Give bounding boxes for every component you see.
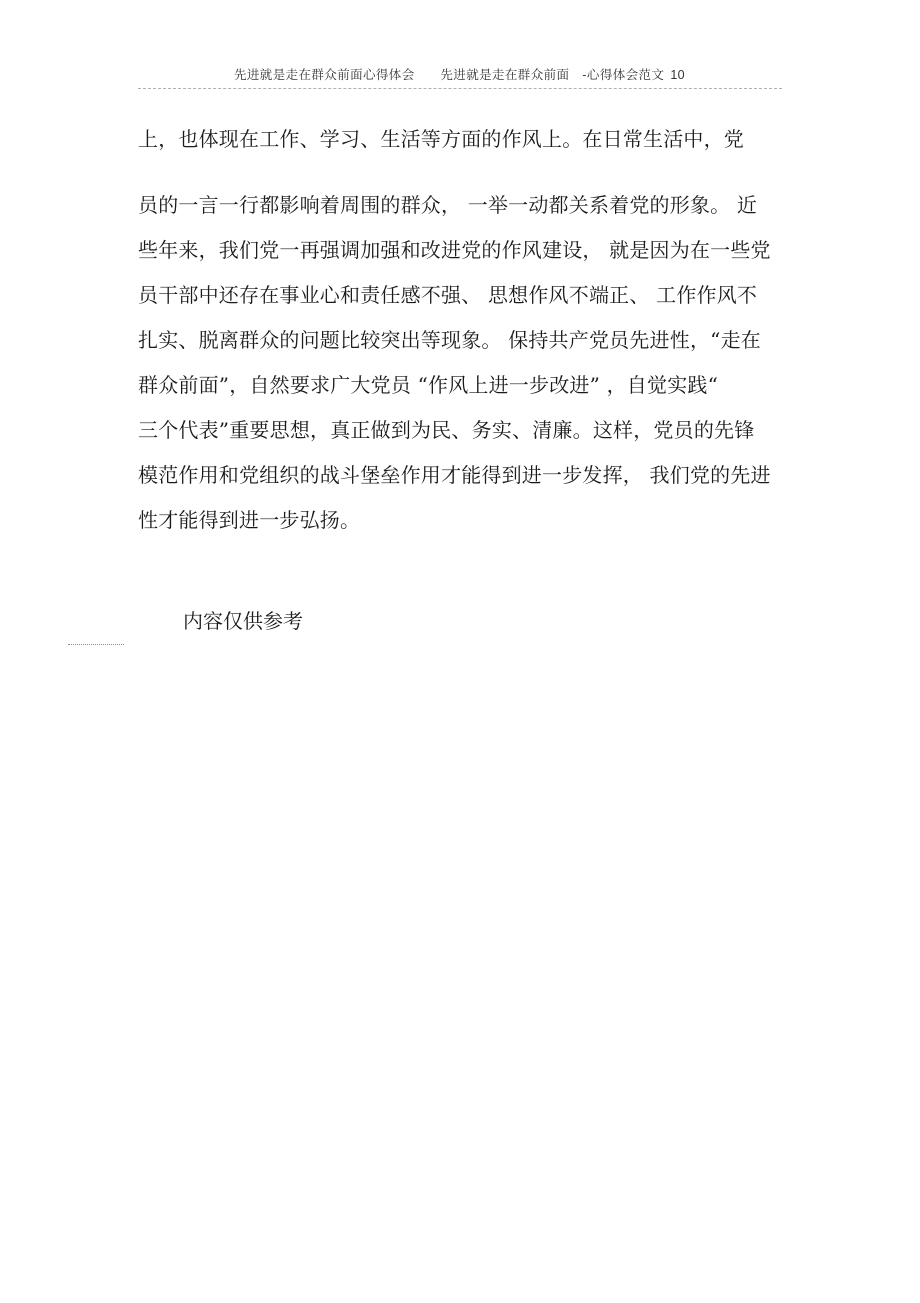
body-line-3: 些年来，我们党一再强调加强和改进党的作风建设， 就是因为在一些党 bbox=[138, 238, 771, 262]
page-number: 10 bbox=[670, 68, 686, 82]
header-title: 先进就是走在群众前面心得体会 先进就是走在群众前面 -心得体会范文 bbox=[234, 67, 665, 82]
body-line-1: 上，也体现在工作、学习、生活等方面的作风上。在日常生活中，党 bbox=[138, 127, 744, 151]
footer-note: 内容仅供参考 bbox=[183, 609, 303, 633]
body-line-2: 员的一言一行都影响着周围的群众， 一举一动都关系着党的形象。 近 bbox=[138, 193, 758, 217]
body-line-9: 性才能得到进一步弘扬。 bbox=[138, 508, 361, 532]
body-line-8: 模范作用和党组织的战斗堡垒作用才能得到进一步发挥， 我们党的先进 bbox=[138, 463, 771, 487]
body-line-5: 扎实、脱离群众的问题比较突出等现象。 保持共产党员先进性，“走在 bbox=[138, 328, 761, 352]
body-line-4: 员干部中还存在事业心和责任感不强、 思想作风不端正、 工作作风不 bbox=[138, 283, 758, 307]
body-line-7: 三个代表”重要思想，真正做到为民、务实、清廉。这样，党员的先锋 bbox=[138, 418, 755, 442]
footer-rule bbox=[68, 644, 124, 645]
header-title-line bbox=[234, 65, 685, 83]
page-header bbox=[138, 62, 782, 89]
body-line-6: 群众前面”，自然要求广大党员 “作风上进一步改进” ，自觉实践“ bbox=[138, 373, 719, 397]
